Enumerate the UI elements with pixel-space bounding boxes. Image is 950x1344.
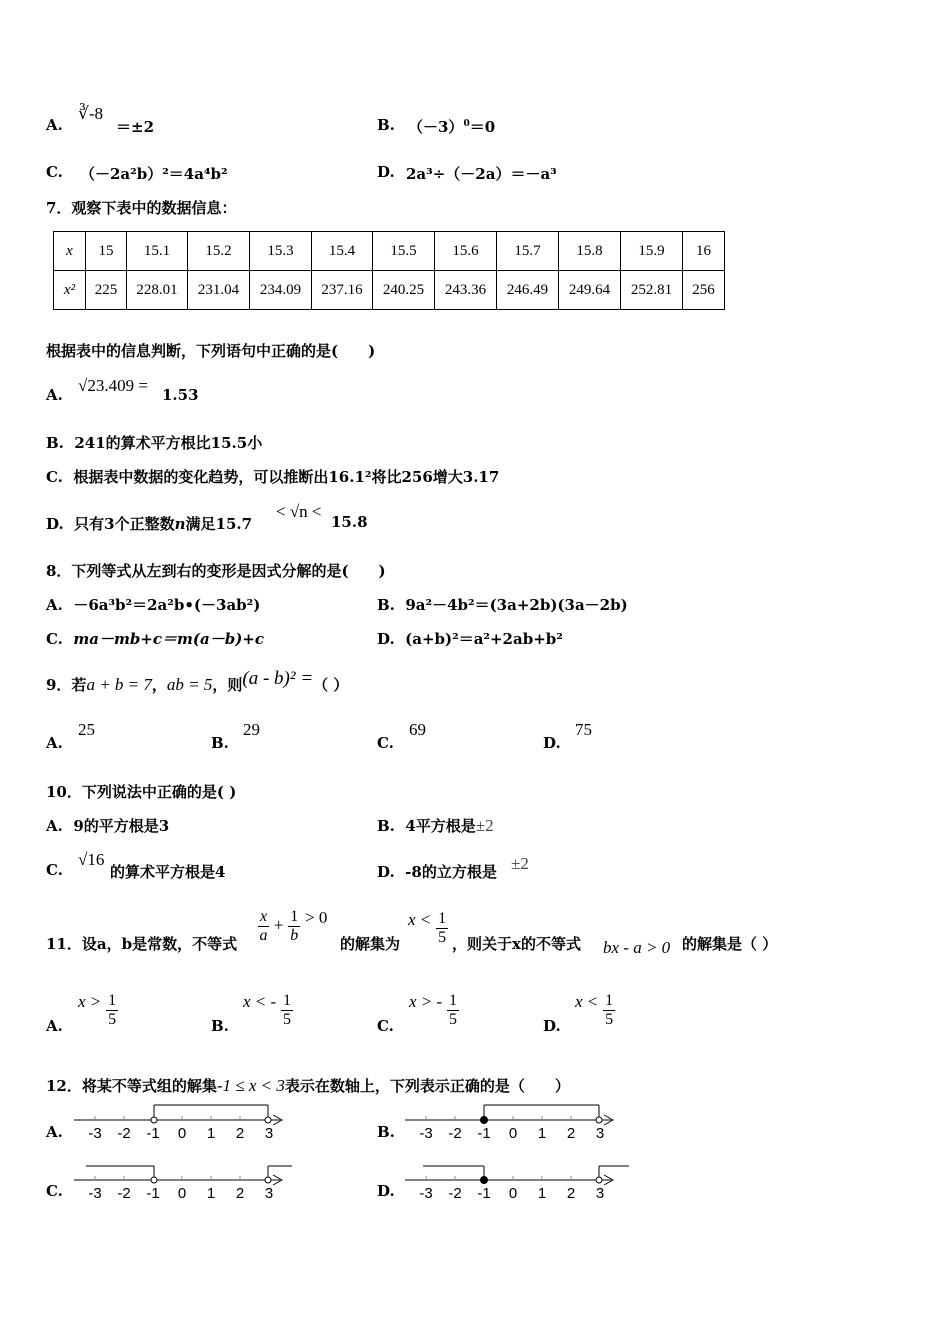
number-line-d: [401, 1158, 633, 1206]
q11-option-c-math: x > - $\frac{1}{5}$: [409, 992, 457, 1028]
table-cell: x: [54, 232, 86, 271]
tick-label: 0: [508, 1185, 518, 1202]
q6-option-a-label: A.: [46, 116, 63, 134]
q9-option-a-value: 25: [78, 720, 95, 739]
number-line-b: [401, 1100, 631, 1148]
q11-inequality: $\frac{x}{a}$ + $\frac{1}{b}$ > 0: [259, 908, 328, 944]
q11-option-d-math: x < $\frac{1}{5}$: [575, 992, 614, 1028]
table-cell: 231.04: [188, 271, 250, 310]
table-cell: 15.5: [373, 232, 435, 271]
tick-label: -2: [117, 1185, 131, 1202]
q12-option-a-label: A.: [46, 1123, 63, 1141]
q6-option-b-text: $(-3)^0=0$: [408, 118, 496, 136]
tick-label: -2: [117, 1125, 131, 1142]
q9-option-d-value: 75: [575, 720, 592, 739]
tick-label: 3: [264, 1125, 274, 1142]
tick-label: 0: [177, 1125, 187, 1142]
tick-label: 2: [566, 1125, 576, 1142]
q10-option-b: B. 4平方根是±2: [377, 816, 494, 835]
q7-option-a-math: √23.409 =: [78, 376, 148, 395]
table-cell: 15.9: [621, 232, 683, 271]
tick-label: 3: [264, 1185, 274, 1202]
tick-label: -2: [448, 1185, 462, 1202]
q9-option-b-label: B.: [211, 734, 229, 752]
table-cell: 237.16: [312, 271, 373, 310]
q6-option-a-rhs: ＝±2: [116, 118, 155, 136]
q10-option-d-math: ±2: [511, 854, 529, 873]
q11-stem-math: bx - a > 0: [603, 938, 671, 957]
q7-option-c: C. 根据表中数据的变化趋势，可以推断出16.1²将比256增大3.17: [46, 468, 500, 486]
q9-stem: 9．若a + b = 7，ab = 5，则(a - b)² =（ ）: [46, 668, 349, 694]
q9-option-c-label: C.: [377, 734, 394, 752]
table-cell: 15.8: [559, 232, 621, 271]
q8-option-d: D. (a+b)²＝a²+2ab+b²: [377, 630, 563, 648]
q11-option-d-label: D.: [543, 1017, 561, 1035]
table-cell: 240.25: [373, 271, 435, 310]
q7-question: 根据表中的信息判断，下列语句中正确的是( ): [46, 342, 376, 360]
q10-option-c-label: C.: [46, 861, 63, 879]
q8-option-a: A. －6a³b²＝2a²b•(－3ab²): [46, 596, 261, 614]
q10-option-c-text: 的算术平方根是4: [110, 863, 226, 881]
q11-stem-mid: 的解集为: [340, 935, 401, 953]
table-cell: 15.3: [250, 232, 312, 271]
q12-option-d-label: D.: [377, 1182, 395, 1200]
q7-stem: 7．观察下表中的数据信息：: [46, 199, 237, 217]
q11-stem-post: 的解集是（ ）: [682, 935, 778, 953]
table-cell: 234.09: [250, 271, 312, 310]
tick-label: 3: [595, 1185, 605, 1202]
tick-label: -3: [419, 1185, 433, 1202]
tick-label: 2: [235, 1125, 245, 1142]
q7-option-a-rhs: 1.53: [162, 386, 199, 404]
q11-option-c-label: C.: [377, 1017, 394, 1035]
q9-option-b-value: 29: [243, 720, 260, 739]
q11-solution: x < $\frac{1}{5}$: [408, 910, 447, 946]
q8-stem: 8．下列等式从左到右的变形是因式分解的是( ): [46, 562, 386, 580]
tick-label: -1: [146, 1185, 160, 1202]
table-cell: 15.2: [188, 232, 250, 271]
tick-label: 2: [566, 1185, 576, 1202]
tick-label: -3: [419, 1125, 433, 1142]
tick-label: -3: [88, 1185, 102, 1202]
table-cell: x²: [54, 271, 86, 310]
q7-option-d: D. 只有3个正整数n满足15.7: [46, 515, 253, 533]
table-cell: 15.1: [127, 232, 188, 271]
q12-option-c-label: C.: [46, 1182, 63, 1200]
q7-option-d-math: < √n <: [276, 502, 322, 521]
q6-option-b-label: B.: [377, 116, 395, 134]
q6-option-c-label: C.: [46, 163, 63, 181]
q6-option-d-text: 2a³÷（－2a）＝－a³: [406, 165, 557, 183]
number-line-c: [70, 1158, 300, 1206]
table-cell: 252.81: [621, 271, 683, 310]
q8-option-c: C. ma－mb+c＝m(a－b)+c: [46, 630, 264, 648]
q7-option-b: B. 241的算术平方根比15.5小: [46, 434, 263, 452]
q10-option-a: A. 9的平方根是3: [46, 817, 170, 835]
table-row: [54, 271, 725, 310]
table-cell: 249.64: [559, 271, 621, 310]
tick-label: 1: [206, 1185, 216, 1202]
q10-stem: 10．下列说法中正确的是( ): [46, 783, 237, 801]
tick-label: -1: [477, 1185, 491, 1202]
tick-label: 2: [235, 1185, 245, 1202]
q6-option-a-math: ∛-8: [78, 104, 103, 123]
q12-option-b-label: B.: [377, 1123, 395, 1141]
tick-label: 1: [537, 1125, 547, 1142]
q12-stem: 12．将某不等式组的解集-1 ≤ x < 3表示在数轴上，下列表示正确的是（ ）: [46, 1076, 570, 1095]
q6-option-c-text: （－2a²b）²＝4a⁴b²: [80, 165, 228, 183]
number-line-a: [70, 1100, 300, 1148]
q9-option-c-value: 69: [409, 720, 426, 739]
table-cell: 16: [683, 232, 725, 271]
table-cell: 256: [683, 271, 725, 310]
tick-label: -1: [477, 1125, 491, 1142]
table-cell: 243.36: [435, 271, 497, 310]
q7-data-table: [53, 231, 725, 310]
q7-option-d-post: 15.8: [331, 513, 368, 531]
tick-label: -1: [146, 1125, 160, 1142]
table-cell: 228.01: [127, 271, 188, 310]
q9-option-a-label: A.: [46, 734, 63, 752]
q8-option-b: B. 9a²－4b²＝(3a+2b)(3a－2b): [377, 596, 628, 614]
table-cell: 246.49: [497, 271, 559, 310]
tick-label: 0: [177, 1185, 187, 1202]
tick-label: -3: [88, 1125, 102, 1142]
tick-label: 1: [206, 1125, 216, 1142]
tick-label: 1: [537, 1185, 547, 1202]
table-cell: 15.7: [497, 232, 559, 271]
q9-option-d-label: D.: [543, 734, 561, 752]
table-cell: 225: [86, 271, 127, 310]
q6-option-d-label: D.: [377, 163, 395, 181]
q10-option-d: D. -8的立方根是: [377, 863, 497, 881]
tick-label: 3: [595, 1125, 605, 1142]
table-cell: 15: [86, 232, 127, 271]
table-cell: 15.4: [312, 232, 373, 271]
q11-option-b-math: x < - $\frac{1}{5}$: [243, 992, 291, 1028]
q11-option-a-label: A.: [46, 1017, 63, 1035]
table-row: [54, 232, 725, 271]
q11-option-a-math: x > $\frac{1}{5}$: [78, 992, 117, 1028]
q11-stem-pre: 11．设a，b是常数，不等式: [46, 935, 238, 953]
q7-option-a-label: A.: [46, 386, 63, 404]
tick-label: 0: [508, 1125, 518, 1142]
q11-option-b-label: B.: [211, 1017, 229, 1035]
q11-stem-mid2: ，则关于x的不等式: [452, 935, 581, 953]
table-cell: 15.6: [435, 232, 497, 271]
tick-label: -2: [448, 1125, 462, 1142]
q10-option-c-math: √16: [78, 850, 105, 869]
